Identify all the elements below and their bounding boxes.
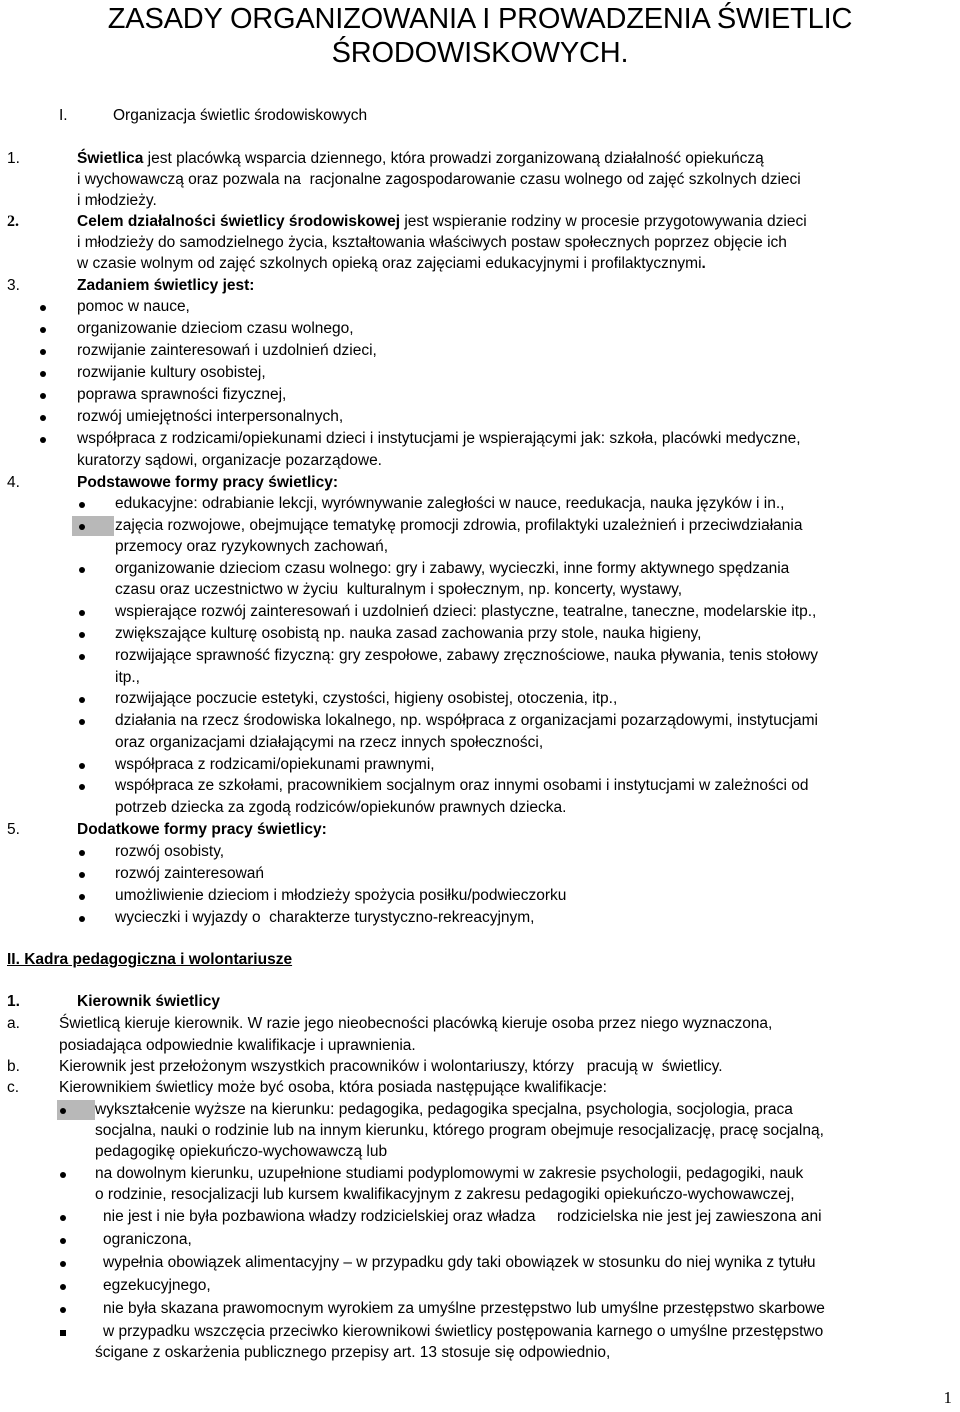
- list-item: wycieczki i wyjazdy o charakterze turystyczno-rekreacyjnym,: [115, 909, 535, 926]
- bullet-icon: [79, 916, 85, 922]
- item-a-line2: posiadająca odpowiednie kwalifikacje i uprawnienia.: [59, 1037, 416, 1054]
- list-item: zajęcia rozwojowe, obejmujące tematykę promocji zdrowia, profilaktyki uzależnień i przeciwdziałania: [115, 517, 803, 534]
- list-item: egzekucyjnego,: [103, 1277, 211, 1294]
- list-item: wykształcenie wyższe na kierunku: pedagogika, pedagogika specjalna, psychologia, socjologia, praca: [95, 1101, 793, 1118]
- list-item: umożliwienie dzieciom i młodzieży spożycia posiłku/podwieczorku: [115, 887, 567, 904]
- list-item: organizowanie dzieciom czasu wolnego: gry i zabawy, wycieczki, inne formy aktywnego spędzania: [115, 560, 790, 577]
- bullet-icon: [79, 632, 85, 638]
- list-item-continuation: o rodzinie, resocjalizacji lub kursem kwalifikacyjnym z zakresu pedagogiki opiekuńczo-wychowawczej,: [95, 1186, 795, 1203]
- bullet-icon: [79, 850, 85, 856]
- list-item: współpraca z rodzicami/opiekunami dzieci i instytucjami je wspierającymi jak: szkoła, placówki medyczne,: [77, 430, 801, 447]
- bullet-icon: [79, 894, 85, 900]
- paragraph-3-heading: Zadaniem świetlicy jest:: [77, 277, 255, 294]
- list-item: nie jest i nie była pozbawiona władzy rodzicielskiej oraz władza rodzicielska nie jest jej zawieszona ani: [103, 1208, 822, 1225]
- bullet-icon: [79, 654, 85, 660]
- bullet-icon: [60, 1284, 66, 1290]
- list-item-continuation: potrzeb dziecka za zgodą rodziców/opiekunów prawnych dziecka.: [115, 799, 567, 816]
- paragraph-2-line2: i młodzieży do samodzielnego życia, kształtowania właściwych postaw społecznych poprzez objęcie ich: [77, 234, 787, 251]
- bullet-icon: [40, 437, 46, 443]
- paragraph-number: 4.: [7, 474, 20, 491]
- subsection-heading: Kierownik świetlicy: [77, 993, 220, 1010]
- bullet-icon: [40, 371, 46, 377]
- bullet-icon: [79, 610, 85, 616]
- list-item: rozwijanie kultury osobistej,: [77, 364, 266, 381]
- bullet-icon: [40, 349, 46, 355]
- paragraph-1-line3: i młodzieży.: [77, 192, 157, 209]
- paragraph-number: 2.: [7, 213, 19, 230]
- list-item-continuation: ścigane z oskarżenia publicznego przepisy art. 13 stosuje się odpowiednio,: [95, 1344, 611, 1361]
- bullet-icon: [79, 719, 85, 725]
- bullet-icon: [60, 1215, 66, 1221]
- list-item: rozwój umiejętności interpersonalnych,: [77, 408, 344, 425]
- document-title-line2: ŚRODOWISKOWYCH.: [331, 37, 629, 69]
- paragraph-number: 3.: [7, 277, 20, 294]
- list-item: edukacyjne: odrabianie lekcji, wyrównywanie zaległości w nauce, reedukacja, nauka języków i in.,: [115, 495, 785, 512]
- section-heading: Organizacja świetlic środowiskowych: [113, 107, 368, 124]
- list-item-continuation: przemocy oraz ryzykownych zachowań,: [115, 538, 389, 555]
- item-letter: b.: [7, 1058, 20, 1075]
- item-b-line1: Kierownik jest przełożonym wszystkich pracowników i wolontariuszy, którzy pracują w świetlicy.: [59, 1058, 723, 1075]
- list-item: rozwijające poczucie estetyki, czystości, higieny osobistej, otoczenia, itp.,: [115, 690, 618, 707]
- section-number: I.: [59, 107, 68, 124]
- bullet-icon: [79, 502, 85, 508]
- list-item: działania na rzecz środowiska lokalnego, np. współpraca z organizacjami pozarządowymi, instytucjami: [115, 712, 818, 729]
- list-item-continuation: kuratorzy sądowi, organizacje pozarządowe.: [77, 452, 382, 469]
- section-2-heading: II. Kadra pedagogiczna i wolontariusze: [7, 951, 293, 968]
- paragraph-4-heading: Podstawowe formy pracy świetlicy:: [77, 474, 339, 491]
- bullet-icon: [79, 872, 85, 878]
- list-item-continuation: czasu oraz uczestnictwo w życiu kulturalnym i społecznym, np. koncerty, wystawy,: [115, 581, 683, 598]
- list-item: organizowanie dzieciom czasu wolnego,: [77, 320, 354, 337]
- list-item: pomoc w nauce,: [77, 298, 190, 315]
- bullet-icon: [79, 697, 85, 703]
- list-item: ograniczona,: [103, 1231, 192, 1248]
- item-letter: c.: [7, 1079, 20, 1096]
- bullet-icon: [40, 415, 46, 421]
- paragraph-1-bold: Świetlica: [77, 150, 144, 167]
- list-item: zwiększające kulturę osobistą np. nauka zasad zachowania przy stole, nauka higieny,: [115, 625, 702, 642]
- paragraph-5-heading: Dodatkowe formy pracy świetlicy:: [77, 821, 327, 838]
- bullet-icon: [60, 1307, 66, 1313]
- list-item-continuation: pedagogikę opiekuńczo-wychowawczą lub: [95, 1143, 388, 1160]
- paragraph-2-end: .: [701, 255, 706, 272]
- paragraph-2-bold: Celem działalności świetlicy środowiskowej: [77, 213, 401, 230]
- list-item: współpraca z rodzicami/opiekunami prawnymi,: [115, 756, 435, 773]
- paragraph-2-line3-text: w czasie wolnym od zajęć szkolnych opieką oraz zajęciami edukacyjnymi i profilaktycznymi: [77, 255, 702, 272]
- bullet-icon: [40, 305, 46, 311]
- list-item-continuation: socjalna, nauki o rodzinie lub na innym kierunku, którego program obejmuje resocjalizację, pracę socjalną,: [95, 1122, 824, 1139]
- paragraph-2-line3: [77, 254, 706, 274]
- list-item: rozwijające sprawność fizyczną: gry zespołowe, zabawy zręcznościowe, nauka pływania, tenis stołowy: [115, 647, 818, 664]
- list-item: rozwój osobisty,: [115, 843, 225, 860]
- list-item-continuation: oraz organizacjami działającymi na rzecz innych społeczności,: [115, 734, 544, 751]
- list-item: nie była skazana prawomocnym wyrokiem za umyślne przestępstwo lub umyślne przestępstwo skarbowe: [103, 1300, 825, 1317]
- list-item-continuation: itp.,: [115, 669, 140, 686]
- document-title-line1: ZASADY ORGANIZOWANIA I PROWADZENIA ŚWIETLIC: [107, 3, 853, 35]
- bullet-icon: [40, 327, 46, 333]
- paragraph-2-line1: [77, 212, 807, 232]
- list-item: rozwijanie zainteresowań i uzdolnień dzieci,: [77, 342, 377, 359]
- bullet-icon: [60, 1261, 66, 1267]
- list-item: na dowolnym kierunku, uzupełnione studiami podyplomowymi w zakresie psychologii, pedagogiki, nauk: [95, 1165, 804, 1182]
- square-bullet-icon: [60, 1330, 66, 1336]
- bullet-icon: [79, 763, 85, 769]
- item-a-line1: Świetlicą kieruje kierownik. W razie jego nieobecności placówką kieruje osoba przez niego wyznaczona,: [59, 1015, 773, 1032]
- paragraph-1-text: jest placówką wsparcia dziennego, która prowadzi zorganizowaną działalność opiekuńczą: [143, 150, 764, 167]
- bullet-icon: [60, 1238, 66, 1244]
- list-item: w przypadku wszczęcia przeciwko kierownikowi świetlicy postępowania karnego o umyślne przestępstwo: [103, 1323, 824, 1340]
- bullet-icon: [60, 1108, 66, 1114]
- list-item: poprawa sprawności fizycznej,: [77, 386, 287, 403]
- paragraph-2-text: jest wspieranie rodziny w procesie przygotowywania dzieci: [400, 213, 807, 230]
- bullet-icon: [79, 784, 85, 790]
- paragraph-number: 1.: [7, 150, 20, 167]
- list-item: rozwój zainteresowań: [115, 865, 265, 882]
- paragraph-1-line1: [77, 149, 955, 169]
- item-letter: a.: [7, 1015, 20, 1032]
- item-c-line1: Kierownikiem świetlicy może być osoba, która posiada następujące kwalifikacje:: [59, 1079, 607, 1096]
- list-item: wspierające rozwój zainteresowań i uzdolnień dzieci: plastyczne, teatralne, taneczne, modelarskie itp.,: [115, 603, 817, 620]
- bullet-icon: [40, 393, 46, 399]
- subsection-number: 1.: [7, 993, 20, 1010]
- list-item: współpraca ze szkołami, pracownikiem socjalnym oraz innymi osobami i instytucjami w zależności od: [115, 777, 809, 794]
- list-item: wypełnia obowiązek alimentacyjny – w przypadku gdy taki obowiązek w stosunku do niej wynika z tytułu: [103, 1254, 816, 1271]
- page-number: 1: [943, 1388, 952, 1407]
- bullet-icon: [60, 1172, 66, 1178]
- paragraph-number: 5.: [7, 821, 20, 838]
- bullet-icon: [79, 524, 85, 530]
- paragraph-1-line2: i wychowawczą oraz pozwala na racjonalne zagospodarowanie czasu wolnego od zajęć szkolnych dzieci: [77, 171, 801, 188]
- bullet-icon: [79, 567, 85, 573]
